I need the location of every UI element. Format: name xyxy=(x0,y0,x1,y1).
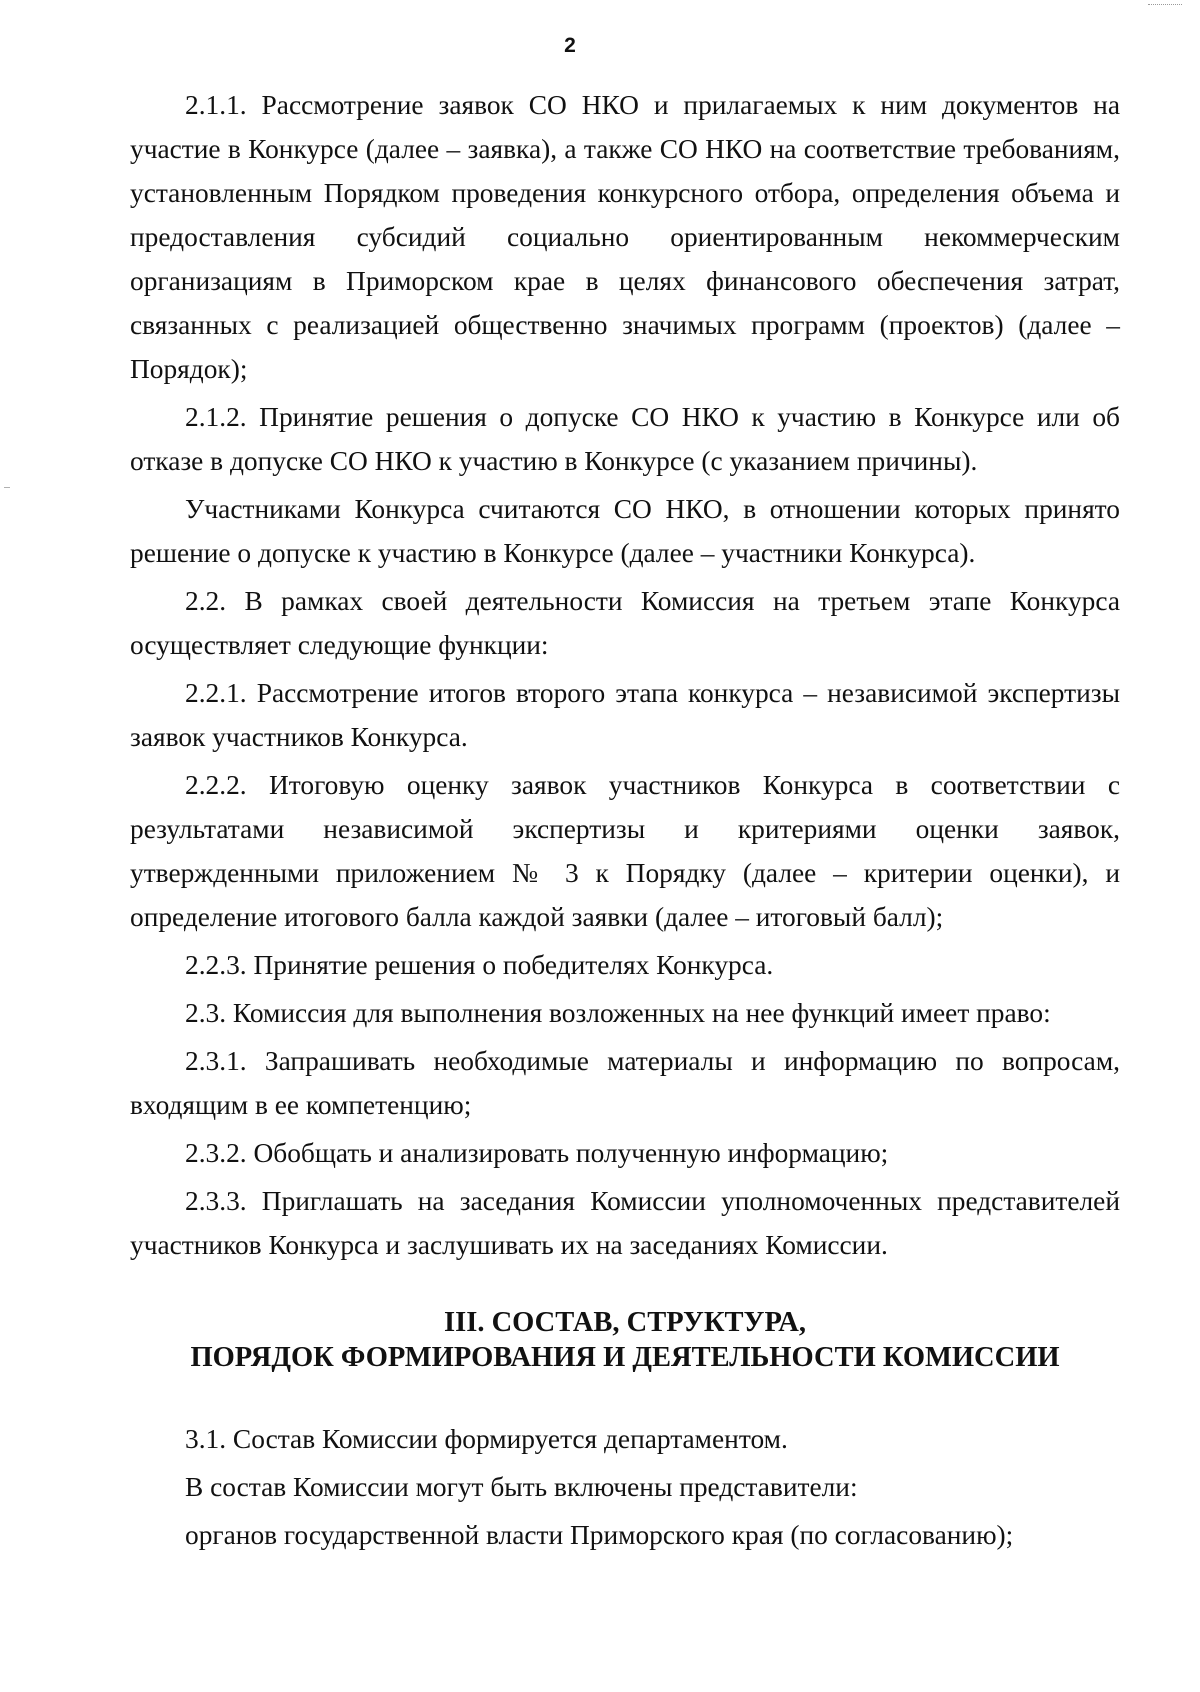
scan-artifact xyxy=(4,487,10,488)
paragraph-2-1-2: 2.1.2. Принятие решения о допуске СО НКО к участию в Конкурсе или об отказе в допуске СО НКО к участию в Конкурсе (с указанием причины). xyxy=(130,402,1120,476)
page-number: 2 xyxy=(564,34,576,57)
paragraph-government-bodies: органов государственной власти Приморского края (по согласованию); xyxy=(185,1520,1014,1550)
paragraph-2-2-3: 2.2.3. Принятие решения о победителях Конкурса. xyxy=(185,950,774,980)
paragraph-composition: В состав Комиссии могут быть включены представители: xyxy=(185,1472,858,1502)
paragraph-2-3-1: 2.3.1. Запрашивать необходимые материалы и информацию по вопросам, входящим в ее компетенцию; xyxy=(130,1046,1120,1120)
paragraph-2-3: 2.3. Комиссия для выполнения возложенных на нее функций имеет право: xyxy=(185,998,1051,1028)
document-body xyxy=(130,83,1120,1557)
paragraph-2-3-3: 2.3.3. Приглашать на заседания Комиссии уполномоченных представителей участников Конкурса и заслушивать их на заседаниях Комиссии. xyxy=(130,1186,1120,1260)
section-heading xyxy=(130,1305,1120,1375)
paragraph-2-2: 2.2. В рамках своей деятельности Комиссия на третьем этапе Конкурса осуществляет следующие функции: xyxy=(130,586,1120,660)
paragraph-2-1-1: 2.1.1. Рассмотрение заявок СО НКО и прилагаемых к ним документов на участие в Конкурсе (далее – заявка), а также СО НКО на соответствие требованиям, установленным Порядком проведения конкурсного отбора, определения объема и предоставления субсидий социально ориентированным некоммерческим организациям в Приморском крае в целях финансового обеспечения затрат, связанных с реализацией общественно значимых программ (проектов) (далее – Порядок); xyxy=(130,90,1120,384)
paragraph-3-1: 3.1. Состав Комиссии формируется департаментом. xyxy=(185,1424,788,1454)
section-heading-line-1: III. СОСТАВ, СТРУКТУРА, xyxy=(444,1307,806,1338)
paragraph-2-2-1: 2.2.1. Рассмотрение итогов второго этапа конкурса – независимой экспертизы заявок участников Конкурса. xyxy=(130,678,1120,752)
section-heading-line-2: ПОРЯДОК ФОРМИРОВАНИЯ И ДЕЯТЕЛЬНОСТИ КОМИССИИ xyxy=(190,1342,1060,1373)
scan-artifact xyxy=(1148,4,1182,5)
paragraph-2-3-2: 2.3.2. Обобщать и анализировать полученную информацию; xyxy=(185,1138,889,1168)
paragraph-2-2-2: 2.2.2. Итоговую оценку заявок участников Конкурса в соответствии с результатами независимой экспертизы и критериями оценки заявок, утвержденными приложением № 3 к Порядку (далее – критерии оценки), и определение итогового балла каждой заявки (далее – итоговый балл); xyxy=(130,770,1120,932)
paragraph-participants: Участниками Конкурса считаются СО НКО, в отношении которых принято решение о допуске к участию в Конкурсе (далее – участники Конкурса). xyxy=(130,494,1120,568)
